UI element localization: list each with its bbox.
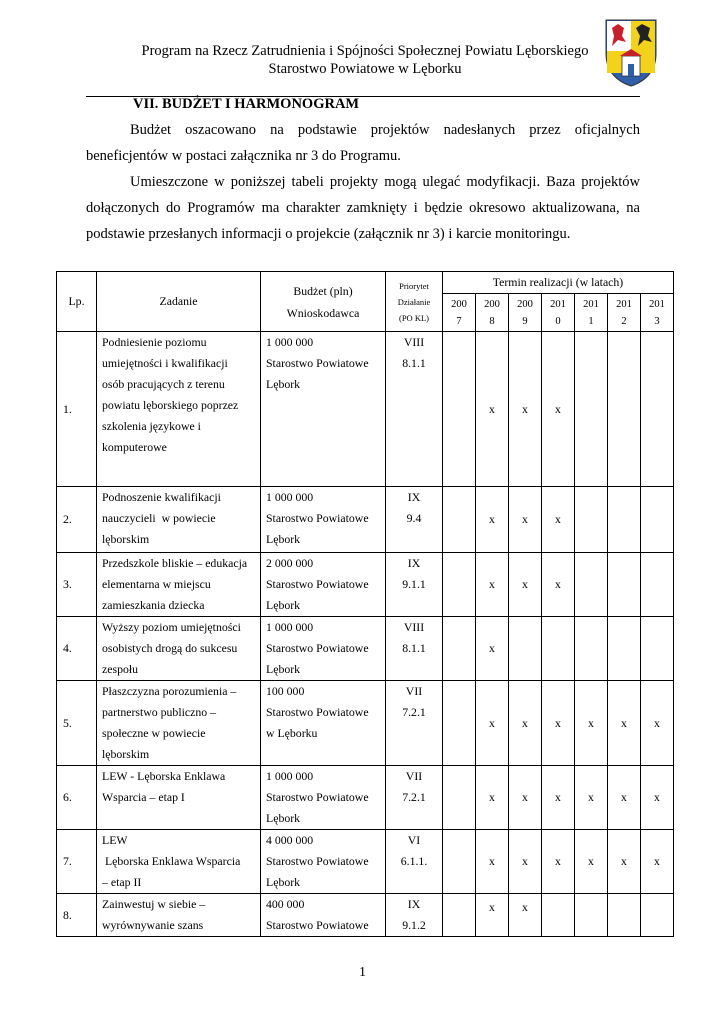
year-mark: x [476,332,509,487]
table-row [57,830,674,894]
year-header-part: 201 [616,298,632,310]
year-mark: x [476,830,509,894]
task-cell-line: partnerstwo publiczno – [102,705,217,719]
budget-schedule-table [56,271,674,937]
year-header-part: 201 [583,298,599,310]
budget-cell [261,332,386,487]
priority-cell-line: 9.1.2 [402,918,426,932]
budget-cell-line: Starostwo Powiatowe [266,641,369,655]
task-cell-line: Podniesienie poziomu [102,335,207,349]
budget-cell-line: 100 000 [266,684,305,698]
priority-cell [386,553,443,617]
year-header [608,294,641,332]
header-budget-label: Budżet (pln) [293,283,353,298]
year-mark [575,894,608,937]
year-mark: x [476,617,509,681]
priority-cell-line: VIII [403,335,425,349]
budget-cell-line: Starostwo Powiatowe [266,918,369,932]
budget-cell-line: 1 000 000 [266,769,314,783]
budget-cell-line: 4 000 000 [266,833,314,847]
row-number: 7. [57,830,97,894]
task-cell-line: Wsparcia – etap I [102,790,185,804]
year-mark: x [608,830,641,894]
year-mark: x [509,766,542,830]
year-mark [575,487,608,553]
header-lp: Lp. [57,272,97,332]
year-mark: x [608,681,641,766]
budget-cell-line: Starostwo Powiatowe [266,854,369,868]
header-institution: Starostwo Powiatowe w Lęborku [268,61,462,77]
year-header-part: 201 [649,298,665,310]
year-mark [641,332,674,487]
task-cell [97,830,261,894]
budget-cell-line: Lębork [266,875,301,889]
task-cell [97,894,261,937]
section-title: VII. BUDŻET I HARMONOGRAM [133,96,360,112]
year-mark: x [509,894,542,937]
priority-cell [386,617,443,681]
row-number: 8. [57,894,97,937]
table-row [57,766,674,830]
priority-cell [386,830,443,894]
priority-cell-line: IX [407,897,421,911]
budget-cell-line: Starostwo Powiatowe [266,705,369,719]
year-header [476,294,509,332]
task-cell [97,617,261,681]
priority-cell-line: VI [407,833,421,847]
year-mark: x [542,332,575,487]
year-header-part: 0 [555,315,561,327]
year-mark: x [542,681,575,766]
year-header-part: 200 [451,298,467,310]
year-mark: x [608,766,641,830]
budget-cell-line: Lębork [266,377,301,391]
row-number: 5. [57,681,97,766]
task-cell-line: LEW [102,833,128,847]
task-cell-line: zespołu [102,662,139,676]
year-mark: x [542,553,575,617]
priority-cell-line: VII [405,769,423,783]
header-priority [386,272,443,332]
budget-cell-line: Starostwo Powiatowe [266,577,369,591]
budget-cell-line: w Lęborku [266,726,318,740]
document-header [100,42,630,78]
paragraph-budget-text: Budżet oszacowano na podstawie projektów nadesłanych przez oficjalnych beneficjentów w postaci załącznika nr 3 do Programu. [86,122,640,164]
year-mark: x [476,681,509,766]
task-cell-line: nauczycieli w powiecie [102,511,216,525]
year-mark [608,894,641,937]
budget-cell [261,487,386,553]
paragraph-projects [86,169,640,247]
year-mark [575,332,608,487]
header-budget [261,272,386,332]
year-mark: x [641,681,674,766]
task-cell-line: lęborskim [102,747,150,761]
year-header [509,294,542,332]
paragraph-projects-text: Umieszczone w poniższej tabeli projekty mogą ulegać modyfikacji. Baza projektów dołączonych do Programów ma charakter zamknięty i będzie okresowo aktualizowana, na podstawie przesłanych informacji o projekcie (załącznik nr 3) i karcie monitoringu. [86,174,640,242]
coat-of-arms-icon [604,18,658,88]
year-mark: x [476,487,509,553]
task-cell-line: Przedszkole bliskie – edukacja [102,556,248,570]
priority-cell-line: VII [405,684,423,698]
task-cell-line: – etap II [102,875,142,889]
task-cell-line: lęborskim [102,532,150,546]
table-row [57,681,674,766]
task-cell [97,766,261,830]
budget-cell-line: 2 000 000 [266,556,314,570]
year-header-part: 1 [588,315,594,327]
task-cell [97,681,261,766]
budget-cell [261,766,386,830]
task-cell-line: Wyższy poziom umiejętności [102,620,241,634]
task-cell-line: osób pracujących z terenu [102,377,225,391]
year-mark [608,332,641,487]
priority-cell-line: 8.1.1 [402,641,426,655]
priority-cell [386,894,443,937]
budget-cell-line: Lębork [266,811,301,825]
table-row [57,553,674,617]
task-cell [97,553,261,617]
priority-cell-line: 9.4 [406,511,422,525]
budget-cell [261,681,386,766]
year-mark: x [542,830,575,894]
budget-cell-line: Starostwo Powiatowe [266,790,369,804]
year-mark: x [542,487,575,553]
year-mark: x [542,766,575,830]
task-cell-line: umiejętności i kwalifikacji [102,356,228,370]
task-cell [97,487,261,553]
page-number: 1 [359,965,366,980]
priority-cell-line: 7.2.1 [402,790,426,804]
table-body [57,332,674,937]
year-mark: x [509,553,542,617]
budget-cell-line: Starostwo Powiatowe [266,511,369,525]
header-task: Zadanie [97,272,261,332]
year-mark [641,487,674,553]
year-header-part: 3 [654,315,660,327]
year-header-part: 8 [489,315,495,327]
table-row [57,487,674,553]
year-header-part: 7 [456,315,462,327]
year-mark: x [509,332,542,487]
task-cell-line: zamieszkania dziecka [102,598,205,612]
year-mark [641,617,674,681]
priority-cell-line: 8.1.1 [402,356,426,370]
priority-cell-line: IX [407,490,421,504]
header-action-label: Działanie [397,296,431,307]
budget-cell [261,830,386,894]
year-mark [443,332,476,487]
year-mark: x [575,681,608,766]
year-mark [575,617,608,681]
year-mark: x [641,766,674,830]
year-mark: x [476,766,509,830]
task-cell-line: osobistych drogą do sukcesu [102,641,238,655]
table-row [57,332,674,487]
year-header [641,294,674,332]
year-mark: x [641,830,674,894]
row-number: 4. [57,617,97,681]
task-cell-line: elementarna w miejscu [102,577,211,591]
year-mark [608,553,641,617]
budget-cell-line: Lębork [266,598,301,612]
task-cell-line: LEW - Lęborska Enklawa [102,769,226,783]
priority-cell-line: 6.1.1. [400,854,428,868]
budget-cell-line: Starostwo Powiatowe [266,356,369,370]
year-mark [575,553,608,617]
header-program-title: Program na Rzecz Zatrudnienia i Spójności Społecznej Powiatu Lęborskiego [141,43,589,59]
year-mark: x [509,681,542,766]
year-mark [443,894,476,937]
year-header-part: 9 [522,315,528,327]
year-mark [443,830,476,894]
task-cell [97,332,261,487]
year-header-part: 200 [517,298,533,310]
year-mark [443,681,476,766]
year-mark: x [476,894,509,937]
header-program-label: (PO KL) [399,312,429,323]
year-header [575,294,608,332]
priority-cell [386,766,443,830]
header-timeline: Termin realizacji (w latach) [443,272,674,294]
year-header-part: 2 [621,315,627,327]
priority-cell [386,487,443,553]
budget-cell-line: Lębork [266,662,301,676]
priority-cell [386,332,443,487]
budget-cell [261,617,386,681]
year-mark [542,894,575,937]
budget-cell [261,553,386,617]
year-mark [542,617,575,681]
year-header-part: 201 [550,298,566,310]
year-mark: x [509,830,542,894]
task-cell-line: Lęborska Enklawa Wsparcia [102,854,241,868]
priority-cell-line: VIII [403,620,425,634]
budget-cell-line: Lębork [266,532,301,546]
year-header [542,294,575,332]
task-cell-line: wyrównywanie szans [102,918,204,932]
task-cell-line: powiatu lęborskiego poprzez [102,398,239,412]
header-priority-label: Priorytet [399,280,429,291]
task-cell-line: społeczne w powiecie [102,726,206,740]
row-number: 1. [57,332,97,487]
year-mark [608,617,641,681]
budget-cell-line: 1 000 000 [266,620,314,634]
task-cell-line: komputerowe [102,440,167,454]
year-mark [443,766,476,830]
task-cell-line: szkolenia językowe i [102,419,201,433]
year-header-part: 200 [484,298,500,310]
budget-cell-line: 1 000 000 [266,335,314,349]
row-number: 3. [57,553,97,617]
table-row [57,617,674,681]
budget-cell-line: 400 000 [266,897,305,911]
header-applicant-label: Wnioskodawca [286,305,360,320]
year-mark: x [509,487,542,553]
year-mark [509,617,542,681]
task-cell-line: Zainwestuj w siebie – [102,897,206,911]
year-mark [608,487,641,553]
year-header [443,294,476,332]
year-mark [641,553,674,617]
paragraph-budget [86,117,640,169]
priority-cell-line: IX [407,556,421,570]
budget-cell-line: 1 000 000 [266,490,314,504]
table-row [57,894,674,937]
priority-cell [386,681,443,766]
task-cell-line: Podnoszenie kwalifikacji [102,490,221,504]
year-mark [443,487,476,553]
task-cell-line: Płaszczyzna porozumienia – [102,684,237,698]
year-mark [641,894,674,937]
year-mark: x [575,830,608,894]
year-mark [443,553,476,617]
row-number: 6. [57,766,97,830]
priority-cell-line: 9.1.1 [402,577,426,591]
priority-cell-line: 7.2.1 [402,705,426,719]
year-mark: x [575,766,608,830]
year-mark: x [476,553,509,617]
row-number: 2. [57,487,97,553]
year-mark [443,617,476,681]
budget-cell [261,894,386,937]
